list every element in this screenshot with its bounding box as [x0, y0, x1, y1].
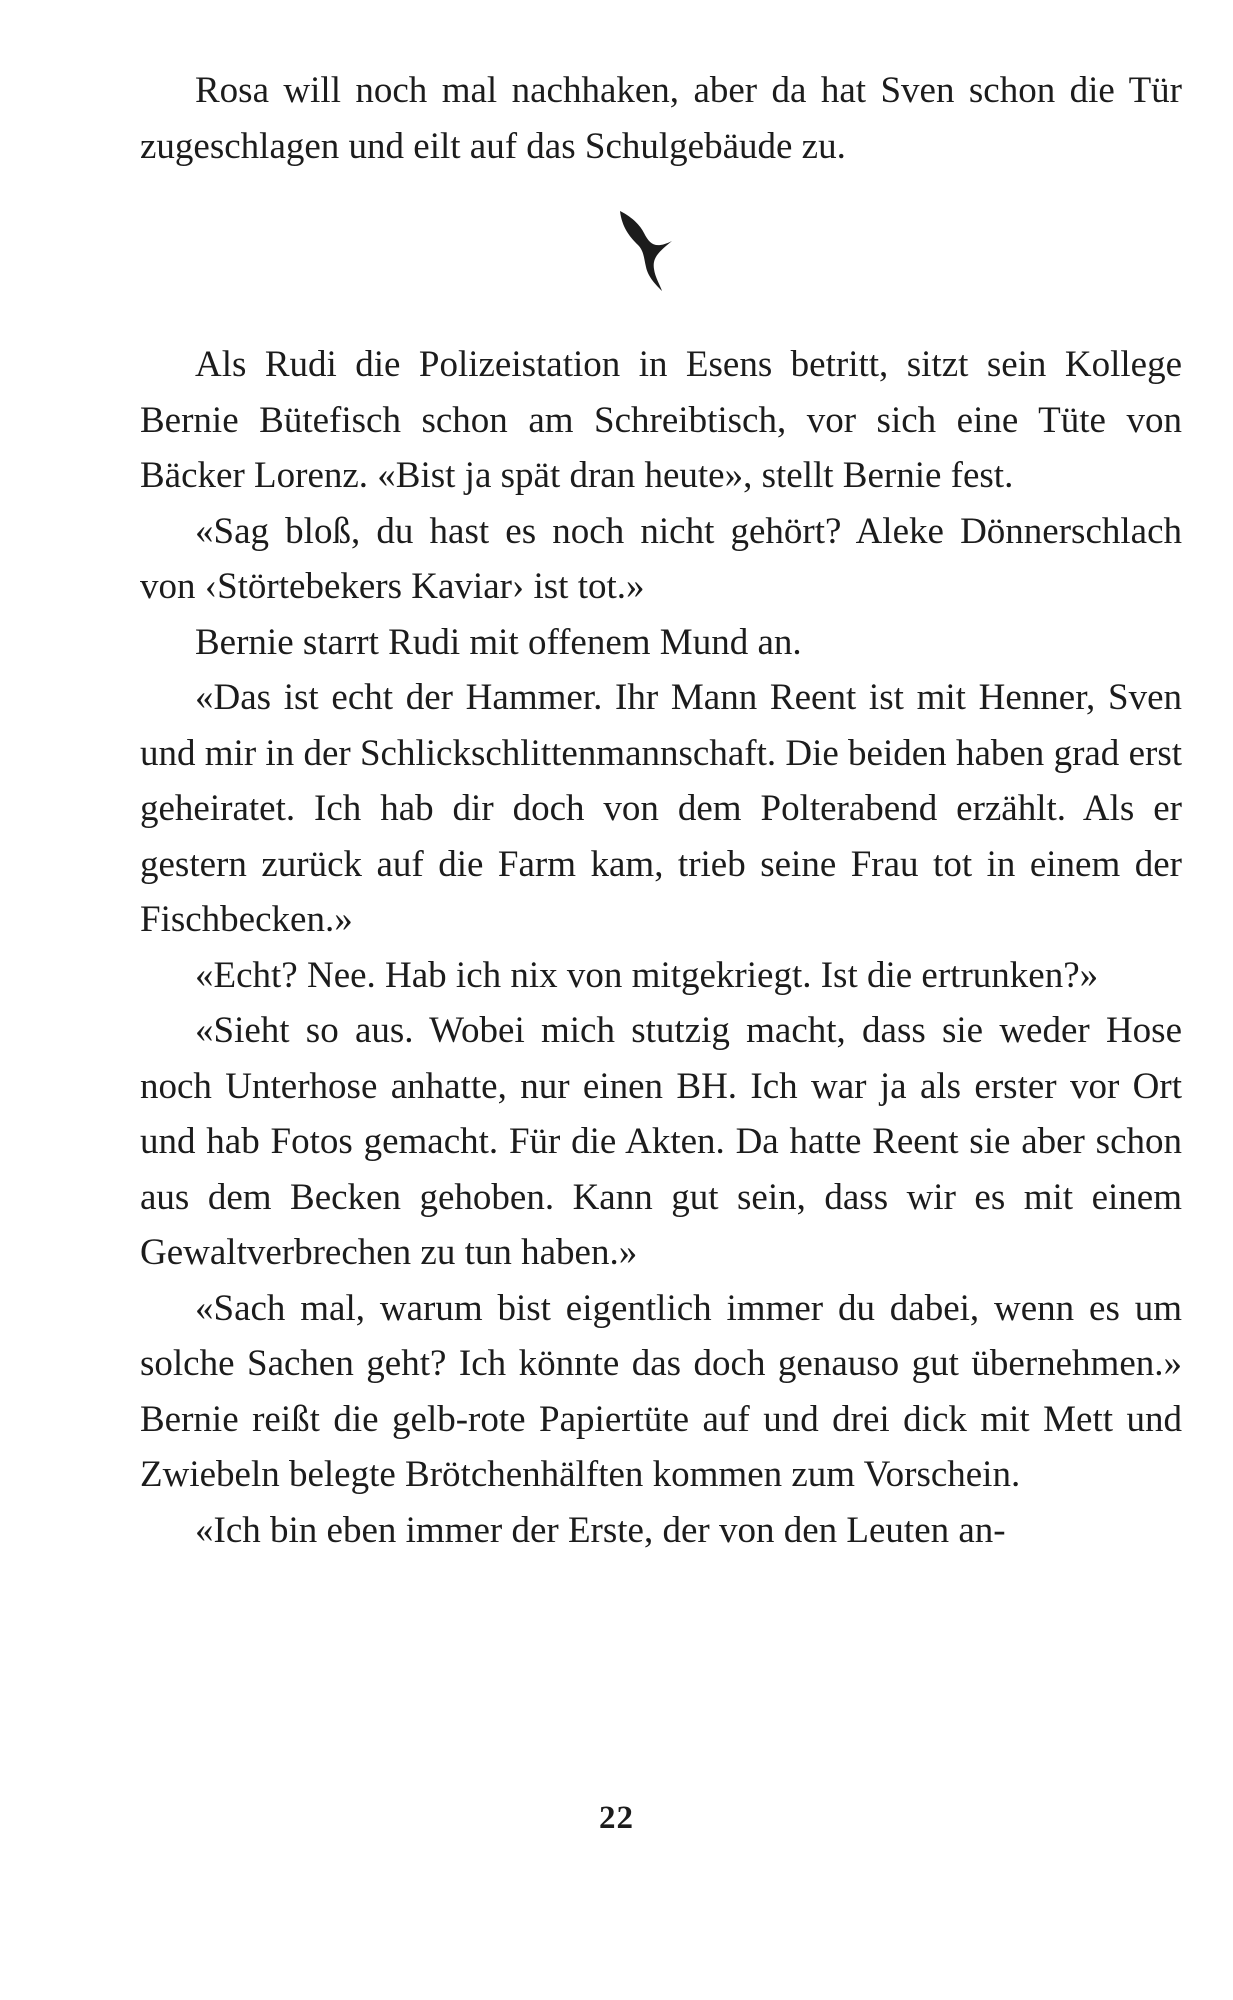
paragraph: «Ich bin eben immer der Erste, der von den Leuten an-	[195, 1509, 1006, 1551]
paragraph: «Sieht so aus. Wobei mich stutzig macht, dass sie weder Hose noch Unterhose anhatte, nur einen BH. Ich war ja als erster vor Ort und hab Fotos gemacht. Für die Akten. Da hatte Reent sie aber schon aus dem Becken gehoben. Kann gut sein, dass wir es mit einem Gewaltverbrechen zu tun haben.»	[140, 1010, 1182, 1273]
page-number: 22	[599, 1800, 634, 1836]
paragraph: Rosa will noch mal nachhaken, aber da hat Sven schon die Tür zugeschlagen und eilt auf das Schulgebäude zu.	[140, 70, 1182, 167]
paragraph: «Sach mal, warum bist eigentlich immer du dabei, wenn es um solche Sachen geht? Ich könnte das doch genauso gut übernehmen.» Bernie reißt die gelb-rote Papiertüte auf und drei dick mit Mett und Zwiebeln belegte Brötchenhälften kommen zum Vorschein.	[140, 1287, 1182, 1495]
paragraph: Als Rudi die Polizeistation in Esens betritt, sitzt sein Kollege Bernie Bütefisch schon am Schreibtisch, vor sich eine Tüte von Bäcker Lorenz. «Bist ja spät dran heute», stellt Bernie fest.	[140, 344, 1182, 496]
paragraph: «Sag bloß, du hast es noch nicht gehört? Aleke Dönnerschlach von ‹Störtebekers Kaviar› ist tot.»	[140, 510, 1182, 607]
paragraph: Bernie starrt Rudi mit offenem Mund an.	[195, 621, 802, 663]
main-text-section	[140, 337, 1182, 1558]
seagull-icon	[616, 205, 676, 293]
top-text-section	[140, 63, 1182, 174]
paragraph: «Das ist echt der Hammer. Ihr Mann Reent ist mit Henner, Sven und mir in der Schlickschlittenmannschaft. Die beiden haben grad erst geheiratet. Ich hab dir doch von dem Polterabend erzählt. Als er gestern zurück auf die Farm kam, trieb seine Frau tot in einem der Fischbecken.»	[140, 677, 1182, 940]
paragraph: «Echt? Nee. Hab ich nix von mitgekriegt. Ist die ertrunken?»	[195, 954, 1099, 996]
